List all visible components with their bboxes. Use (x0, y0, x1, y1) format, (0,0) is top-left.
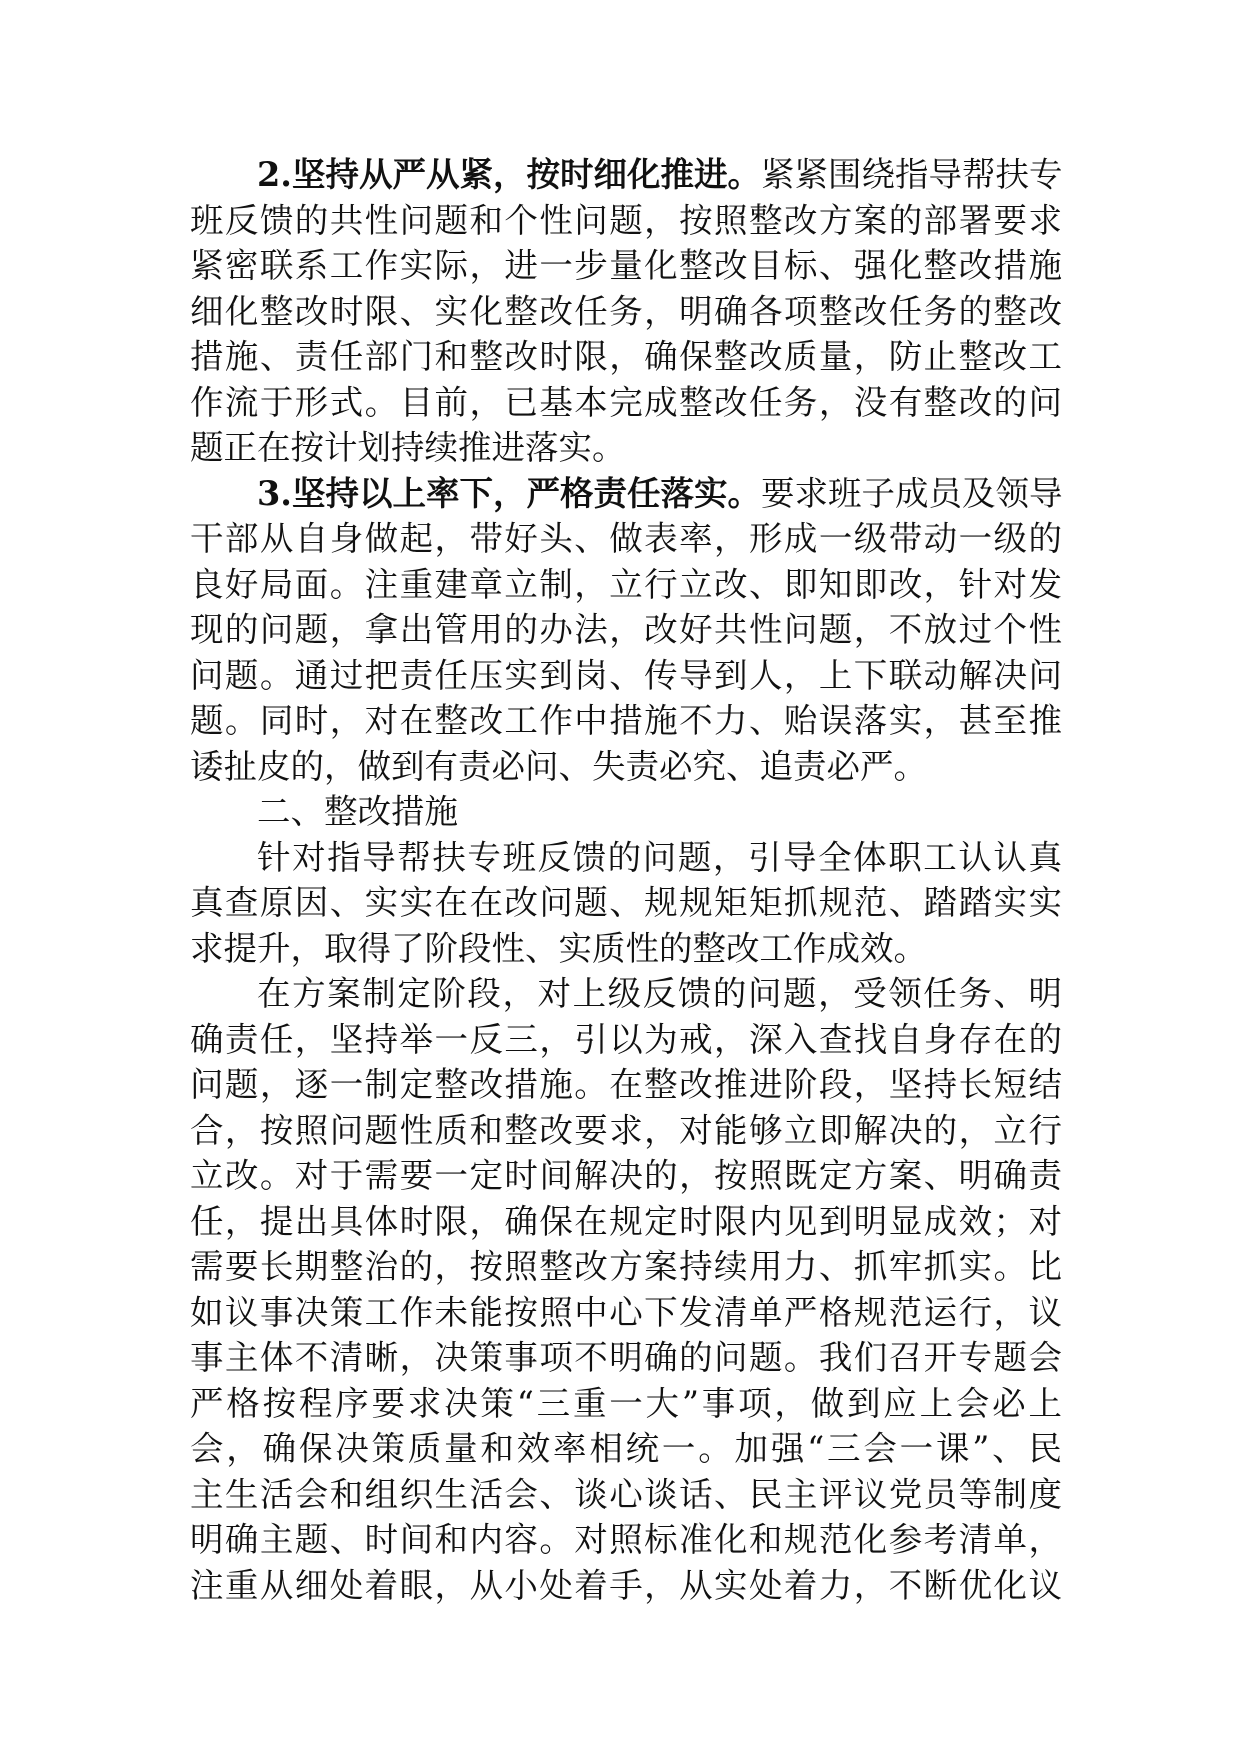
text-line: 问题，逐一制定整改措施。在整改推进阶段，坚持长短结 (190, 1065, 1062, 1104)
text-line: 题正在按计划持续推进落实。 (190, 428, 626, 467)
bold-lead: 3.坚持以上率下，严格责任落实。 (257, 473, 761, 513)
paragraph-3 (190, 471, 1062, 790)
text-line: 作流于形式。目前，已基本完成整改任务，没有整改的问 (190, 382, 1062, 422)
text-line: 措施、责任部门和整改时限，确保整改质量，防止整改工 (190, 337, 1062, 376)
text-line: 注重从细处着眼，从小处着手，从实处着力，不断优化议 (190, 1565, 1062, 1605)
text-line: 班反馈的共性问题和个性问题，按照整改方案的部署要求 (190, 200, 1062, 240)
paragraph-5 (190, 971, 1062, 1608)
paragraph-2 (190, 152, 1062, 471)
text-line: 真查原因、实实在在改问题、规规矩矩抓规范、踏踏实实 (190, 883, 1062, 922)
text-line: 现的问题，拿出管用的办法，改好共性问题，不放过个性 (190, 610, 1062, 649)
text-line: 紧密联系工作实际，进一步量化整改目标、强化整改措施 (190, 246, 1062, 285)
text-line: 立改。对于需要一定时间解决的，按照既定方案、明确责 (190, 1156, 1062, 1195)
text-line: 事主体不清晰，决策事项不明确的问题。我们召开专题会 (190, 1338, 1062, 1377)
text-line: 如议事决策工作未能按照中心下发清单严格规范运行，议 (190, 1292, 1062, 1332)
text-line: 需要长期整治的，按照整改方案持续用力、抓牢抓实。比 (190, 1247, 1062, 1286)
bold-lead: 2.坚持从严从紧，按时细化推进。 (257, 155, 761, 194)
text-line: 细化整改时限、实化整改任务，明确各项整改任务的整改 (190, 291, 1062, 331)
text-line: 问题。通过把责任压实到岗、传导到人，上下联动解决问 (190, 655, 1062, 695)
text-line: 干部从自身做起，带好头、做表率，形成一级带动一级的 (190, 519, 1062, 558)
text-line: 合，按照问题性质和整改要求，对能够立即解决的，立行 (190, 1110, 1062, 1150)
text-line: 任，提出具体时限，确保在规定时限内见到明显成效；对 (190, 1201, 1062, 1241)
text-line: 确责任，坚持举一反三，引以为戒，深入查找自身存在的 (190, 1019, 1062, 1059)
paragraph-4 (190, 835, 1062, 972)
text-line: 明确主题、时间和内容。对照标准化和规范化参考清单， (190, 1520, 1062, 1559)
text-line: 良好局面。注重建章立制，立行立改、即知即改，针对发 (190, 564, 1062, 604)
heading-text: 二、整改措施 (257, 792, 458, 831)
text-line: 求提升，取得了阶段性、实质性的整改工作成效。 (190, 928, 927, 968)
text-line: 诿扯皮的，做到有责必问、失责必究、追责必严。 (190, 746, 927, 786)
text-line: 3.坚持以上率下，严格责任落实。要求班子成员及领导 (257, 473, 1063, 513)
text-line: 2.坚持从严从紧，按时细化推进。紧紧围绕指导帮扶专 (257, 155, 1063, 194)
document-page (190, 152, 1062, 1608)
text-line: 针对指导帮扶专班反馈的问题，引导全体职工认认真 (257, 837, 1062, 877)
text-line: 题。同时，对在整改工作中措施不力、贻误落实，甚至推 (190, 701, 1062, 740)
text-line: 严格按程序要求决策“三重一大”事项，做到应上会必上 (190, 1383, 1062, 1423)
text-line: 会，确保决策质量和效率相统一。加强“三会一课”、民 (190, 1429, 1062, 1468)
text-line: 在方案制定阶段，对上级反馈的问题，受领任务、明 (257, 974, 1062, 1013)
section-heading (190, 789, 1062, 835)
text-line: 主生活会和组织生活会、谈心谈话、民主评议党员等制度 (190, 1474, 1062, 1514)
